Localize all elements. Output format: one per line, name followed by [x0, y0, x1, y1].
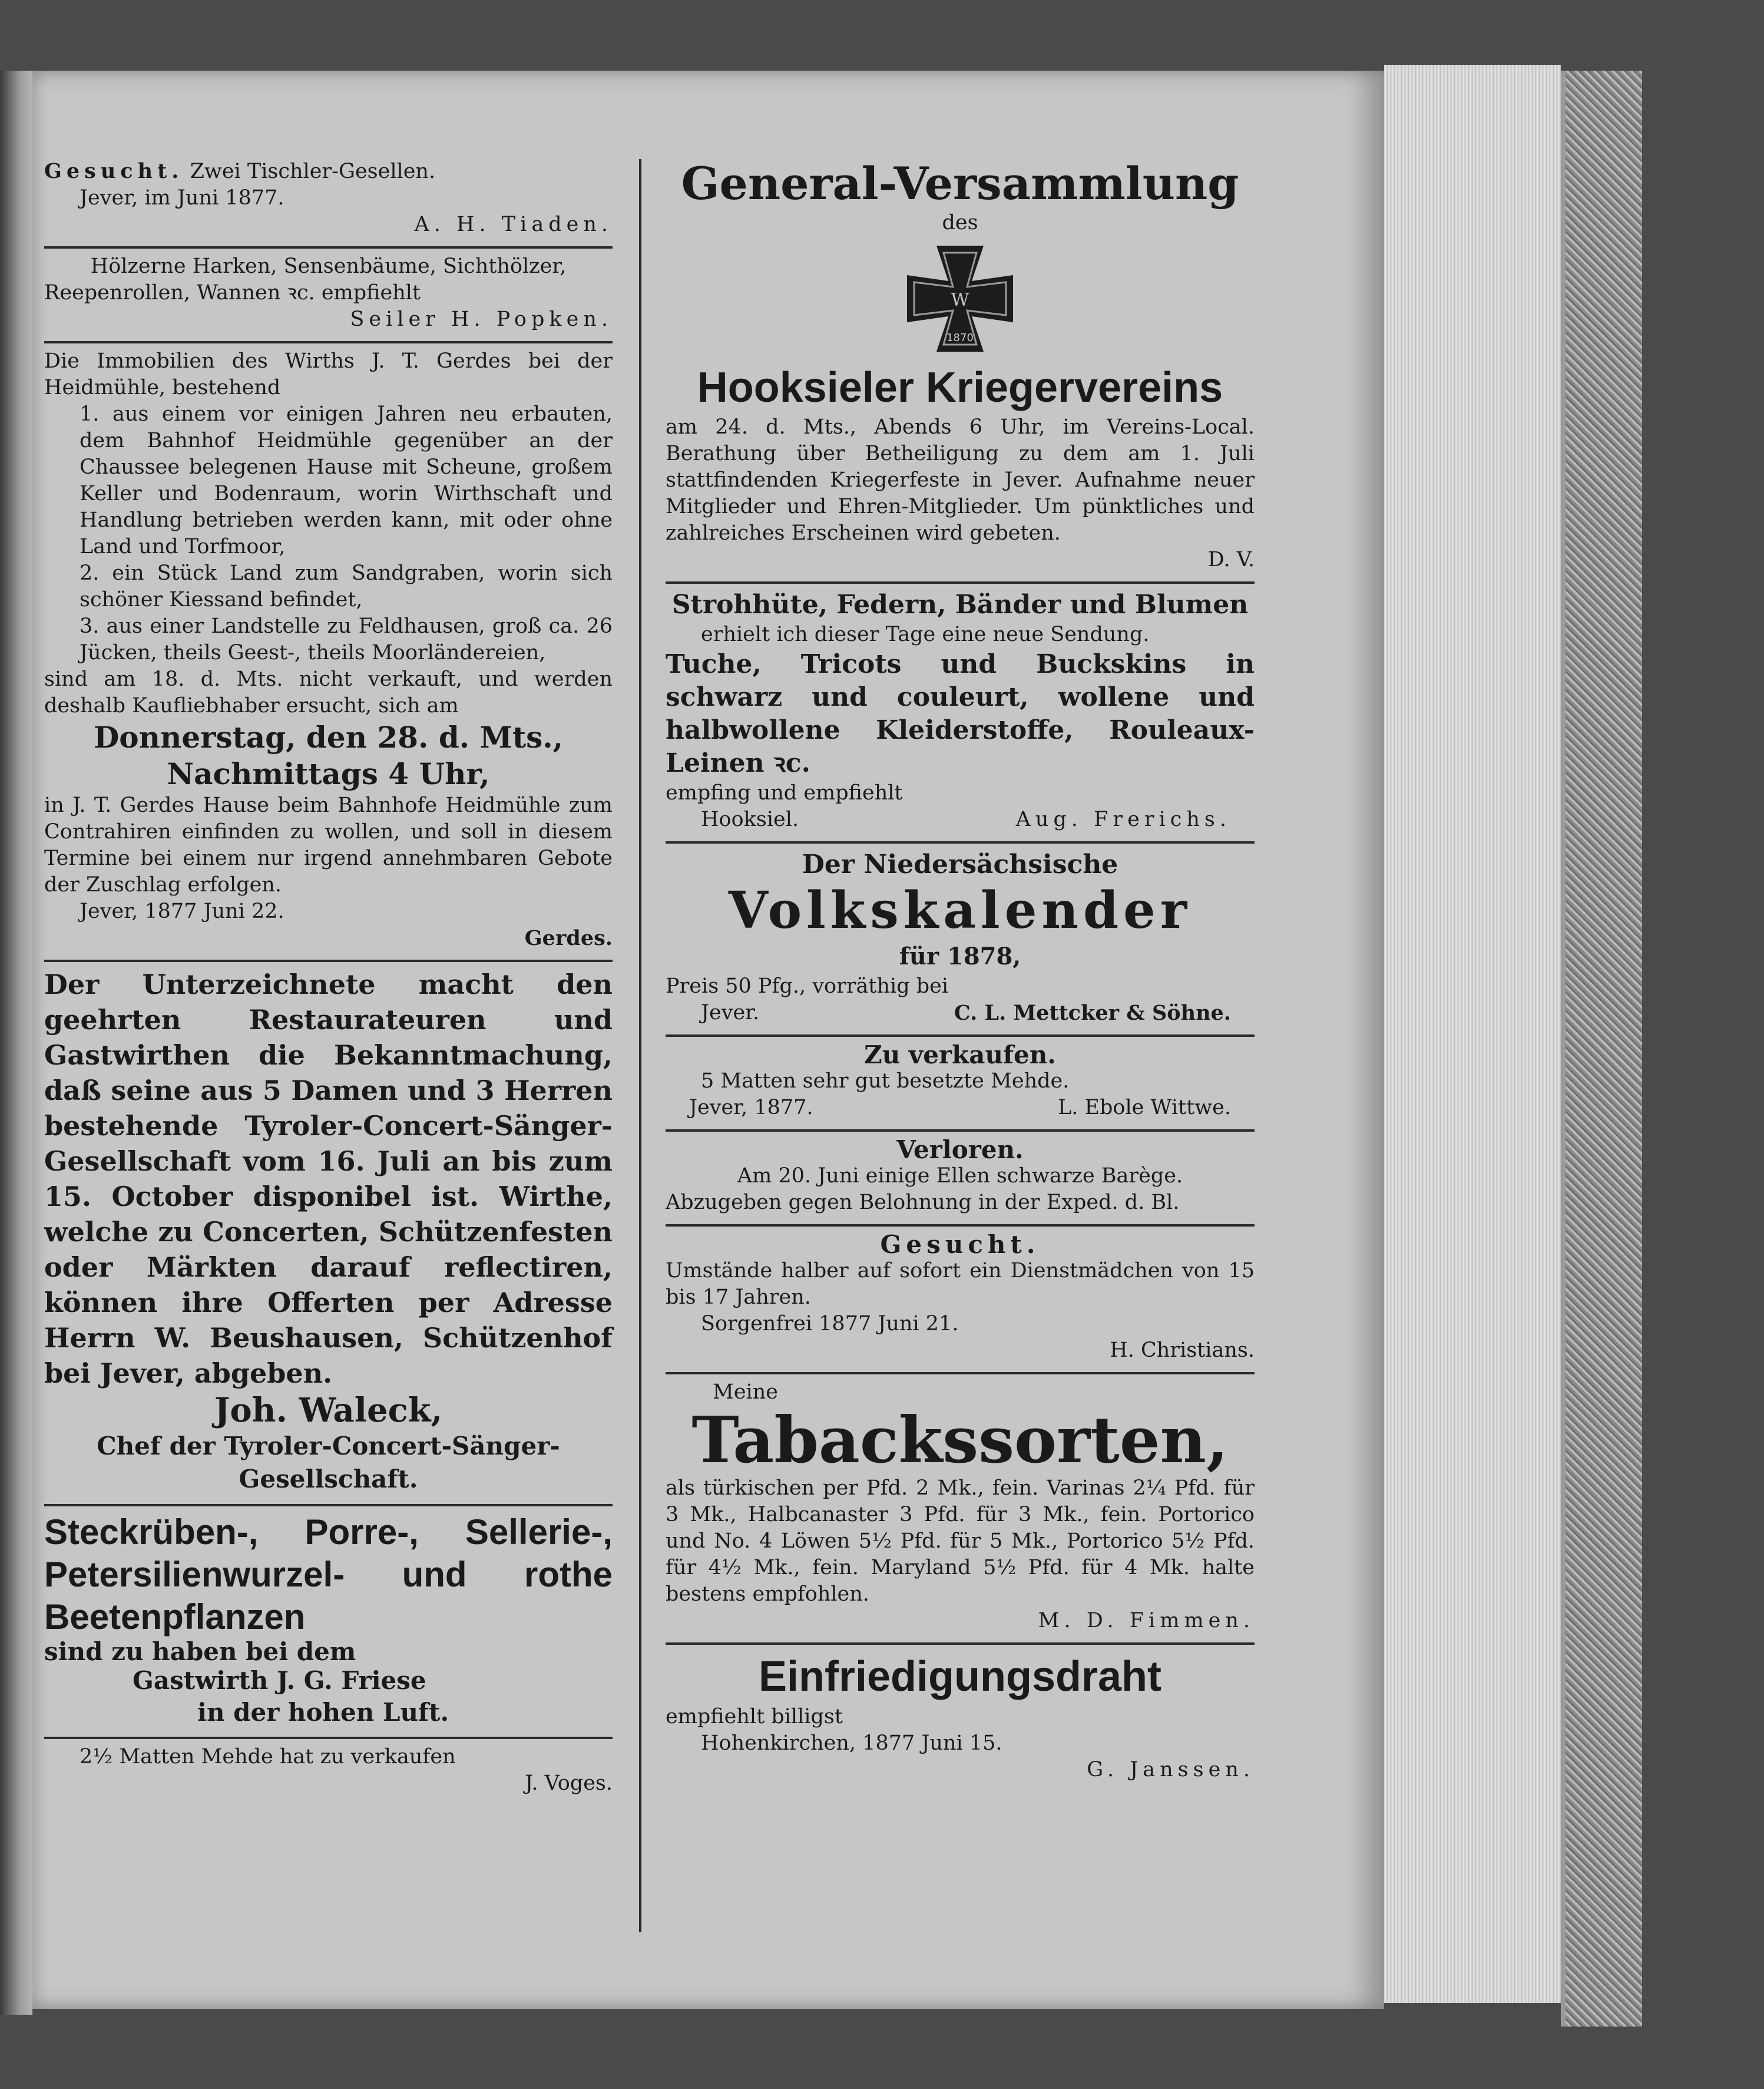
ad-text: sind am 18. d. Mts. nicht verkauft, und werden deshalb Kaufliebhaber ersucht, sich am — [44, 667, 613, 718]
ad-text: empfiehlt billigst — [666, 1705, 843, 1728]
ad-body: Der Unterzeichnete macht den geehrten Restaurateuren und Gastwirthen die Bekanntmachung, daß seine aus 5 Damen und 3 Herren bestehende Tyroler-Concert-Sänger-Gesellschaft vom 16. Juli an bis zum 15. October disponibel ist. Wirthe, welche zu Concerten, Schützenfesten oder Märkten darauf reflectiren, können ihre Offerten per Adresse Herrn W. Beushausen, Schützenhof bei Jever, abgeben. — [44, 969, 613, 1389]
ad-place: Hooksiel. — [701, 808, 799, 831]
ad-volkskalender — [666, 844, 1255, 1037]
ad-headline: Einfriedigungsdraht — [759, 1653, 1161, 1700]
ad-place-date: Jever, im Juni 1877. — [80, 186, 284, 210]
ad-immobilien-gerdes — [44, 343, 613, 962]
ad-headline: Strohhüte, Federn, Bänder und Blumen — [671, 590, 1249, 620]
ad-general-versammlung — [666, 153, 1255, 584]
ad-signature: C. L. Mettcker & Söhne. — [954, 1001, 1231, 1025]
ad-tabackssorten — [666, 1374, 1255, 1645]
ad-time-line: Nachmittags 4 Uhr, — [167, 756, 490, 791]
ad-text: 5 Matten sehr gut besetzte Mehde. — [701, 1069, 1070, 1093]
list-item: 1. aus einem vor einigen Jahren neu erbauten, dem Bahnhof Heidmühle gegenüber an der Chaussee belegenen Hause mit Scheune, großem Keller und Bodenraum, worin Wirthschaft und Handlung betrieben werden kann, mit oder ohne Land und Torfmoor, — [80, 402, 613, 558]
ad-meine: Meine — [713, 1380, 778, 1404]
ad-seiler-popken — [44, 249, 613, 343]
list-item: 3. aus einer Landstelle zu Feldhausen, groß ca. 26 Jücken, theils Geest-, theils Moorländereien, — [80, 614, 613, 665]
ad-text: erhielt ich dieser Tage eine neue Sendung. — [701, 623, 1150, 646]
cross-year: 1870 — [946, 332, 974, 344]
previous-page-edge — [0, 71, 32, 2015]
ad-headline: Tabackssorten, — [691, 1403, 1229, 1477]
ad-name: Joh. Waleck, — [214, 1391, 443, 1430]
ad-date-line: Donnerstag, den 28. d. Mts., — [93, 720, 564, 755]
ad-text: Abzugeben gegen Belohnung in der Exped. d. Bl. — [666, 1191, 1180, 1214]
ad-place: Jever. — [701, 1001, 760, 1024]
ad-intro: Die Immobilien des Wirths J. T. Gerdes bei der Heidmühle, bestehend — [44, 349, 613, 399]
ad-signature: M. D. Fimmen. — [1038, 1609, 1255, 1632]
ad-signature: Aug. Frerichs. — [1015, 808, 1231, 831]
ad-text: sind zu haben bei dem — [44, 1637, 356, 1666]
ad-year: für 1878, — [899, 943, 1021, 970]
ad-headline: Gesucht. — [880, 1230, 1040, 1259]
ad-frerichs — [666, 584, 1255, 844]
ad-signature-row — [666, 1000, 1255, 1026]
ad-title: Chef der Tyroler-Concert-Sänger-Gesellschaft. — [97, 1432, 560, 1493]
left-column — [44, 153, 613, 1805]
ad-pflanzen-friese — [44, 1506, 613, 1739]
ad-place-date: Sorgenfrei 1877 Juni 21. — [701, 1312, 959, 1336]
ad-place-date: Jever, 1877 Juni 22. — [80, 900, 284, 923]
column-divider — [639, 159, 641, 1932]
ad-organization: Hooksieler Kriegervereins — [697, 364, 1223, 411]
iron-cross-icon — [901, 240, 1019, 358]
ad-text: empfing und empfiehlt — [666, 781, 903, 805]
ad-text: Umstände halber auf sofort ein Dienstmädchen von 15 bis 17 Jahren. — [666, 1259, 1255, 1309]
ad-body: in J. T. Gerdes Hause beim Bahnhofe Heidmühle zum Contrahiren einfinden zu wollen, und soll in diesem Termine bei einem nur irgend annehmbaren Gebote der Zuschlag erfolgen. — [44, 794, 613, 897]
cross-letter: W — [951, 290, 969, 310]
list-item: 2. ein Stück Land zum Sandgraben, worin sich schöner Kiessand befindet, — [80, 561, 613, 612]
ad-body: als türkischen per Pfd. 2 Mk., fein. Varinas 2¼ Pfd. für 3 Mk., Halbcanaster 3 Pfd. für 3 Mk., fein. Portorico und No. 4 Löwen 5½ Pfd. für 5 Mk., Portorico 5½ Pfd. für 4½ Mk., fein. Maryland 5½ Pfd. für 4 Mk. halte bestens empfohlen. — [666, 1476, 1255, 1606]
ad-line: Reepenrollen, Wannen ꝛc. empfiehlt — [44, 281, 421, 305]
ad-place-date: Jever, 1877. — [689, 1096, 813, 1119]
ad-tyroler-saenger — [44, 962, 613, 1506]
ad-signature: H. Christians. — [1110, 1338, 1255, 1362]
ad-gesucht-dienstmaedchen — [666, 1227, 1255, 1374]
ad-headline: Gesucht. — [44, 159, 184, 183]
ad-headline: Zu verkaufen. — [864, 1040, 1056, 1069]
ad-headline: General-Versammlung — [681, 157, 1239, 210]
ad-text: 2½ Matten Mehde hat zu verkaufen — [80, 1745, 456, 1769]
ad-headline: Steckrüben-, Porre-, Sellerie-, Petersilienwurzel- und rothe Beetenpflanzen — [44, 1512, 613, 1637]
book-page-edges — [1384, 65, 1561, 2003]
ad-line: Hölzerne Harken, Sensenbäume, Sichthölzer, — [90, 254, 567, 278]
ad-signature: J. Voges. — [525, 1771, 613, 1795]
ad-text: Am 20. Juni einige Ellen schwarze Barège. — [737, 1164, 1183, 1188]
ad-mehde-voges — [44, 1739, 613, 1805]
ad-zu-verkaufen — [666, 1037, 1255, 1132]
ad-signature: Gastwirth J. G. Friese — [133, 1666, 426, 1695]
ad-tischler-gesellen — [44, 153, 613, 249]
ad-signature: L. Ebole Wittwe. — [1057, 1096, 1231, 1119]
ad-text: Zwei Tischler-Gesellen. — [190, 160, 436, 183]
ad-signature: Seiler H. Popken. — [350, 308, 613, 331]
ad-line: Der Niedersächsische — [802, 850, 1118, 880]
ad-place-date: Hohenkirchen, 1877 Juni 15. — [701, 1731, 1002, 1755]
ad-einfriedigungsdraht — [666, 1645, 1255, 1791]
ad-signature-row — [666, 1095, 1255, 1121]
ad-des: des — [942, 211, 978, 234]
ad-headline: Verloren. — [896, 1135, 1024, 1164]
ad-signature: G. Janssen. — [1087, 1758, 1255, 1781]
ad-signature-row — [666, 806, 1255, 833]
ad-signature: Gerdes. — [524, 926, 613, 950]
ad-verloren — [666, 1132, 1255, 1227]
ad-headline: Tuche, Tricots und Buckskins in schwarz und couleurt, wollene und halbwollene Kleiderstoffe, Rouleaux-Leinen ꝛc. — [666, 649, 1255, 778]
ad-signature: in der hohen Luft. — [197, 1698, 449, 1727]
ad-signature: A. H. Tiaden. — [414, 213, 613, 236]
ad-signature: D. V. — [1207, 548, 1255, 571]
book-cover — [1561, 71, 1642, 2027]
ad-body: am 24. d. Mts., Abends 6 Uhr, im Vereins-Local. Berathung über Betheiligung zu dem am 1. Juli stattfindenden Kriegerfeste in Jever. Aufnahme neuer Mitglieder und Ehren-Mitglieder. Um pünktliches und zahlreiches Erscheinen wird gebeten. — [666, 415, 1255, 545]
right-column — [666, 153, 1255, 1791]
ad-price: Preis 50 Pfg., vorräthig bei — [666, 974, 949, 998]
ad-headline: Volkskalender — [728, 881, 1192, 940]
